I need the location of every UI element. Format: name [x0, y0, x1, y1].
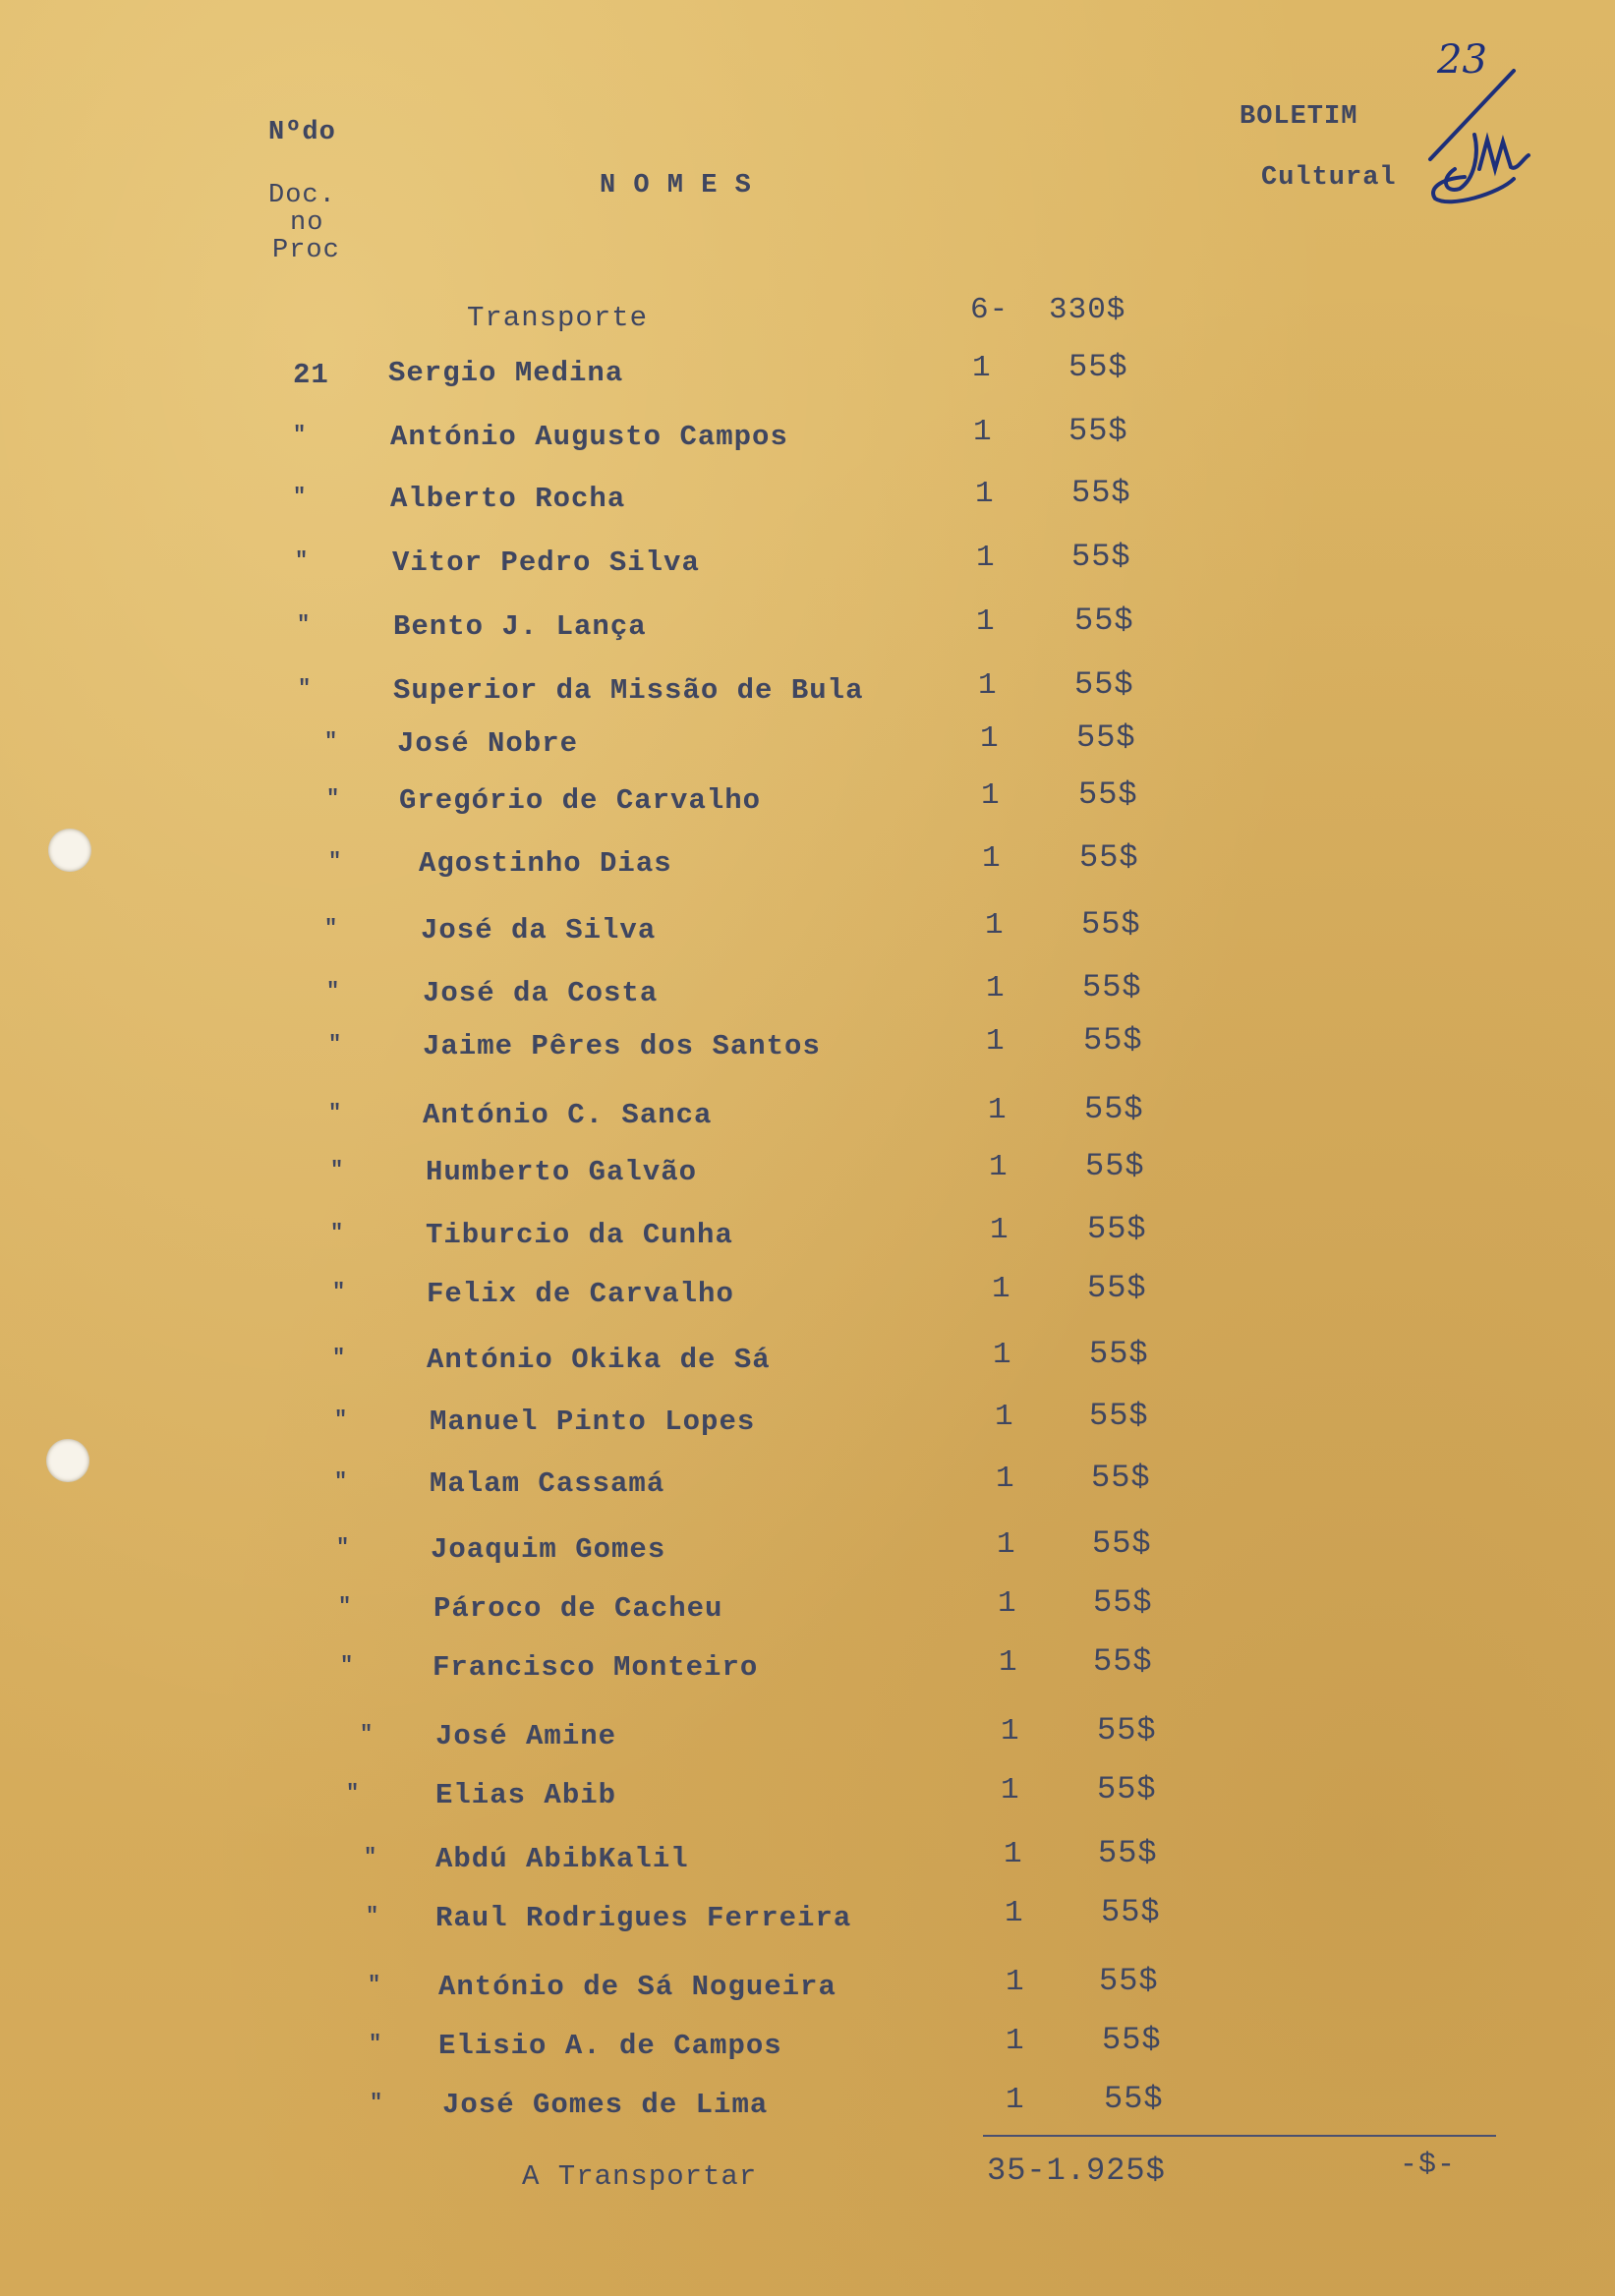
row-quantity: 1 [982, 841, 1002, 876]
row-amount: 55$ [1099, 1963, 1159, 1999]
row-doc-number: " [297, 612, 312, 637]
row-amount: 55$ [1089, 1398, 1149, 1434]
header-cultural: Cultural [1261, 163, 1397, 193]
transport-in-count: 6- [970, 293, 1009, 327]
row-amount: 55$ [1093, 1643, 1153, 1680]
row-quantity: 1 [1005, 1896, 1024, 1930]
row-name: Felix de Carvalho [427, 1278, 734, 1310]
row-quantity: 1 [1006, 2083, 1025, 2117]
row-doc-number: " [295, 548, 310, 573]
row-quantity: 1 [990, 1213, 1009, 1247]
row-amount: 55$ [1078, 776, 1138, 813]
row-quantity: 1 [981, 778, 1001, 813]
row-doc-number: " [370, 2091, 384, 2115]
row-amount: 55$ [1087, 1211, 1147, 1247]
row-amount: 55$ [1104, 2081, 1164, 2117]
transport-out-label: A Transportar [522, 2160, 758, 2193]
row-name: José da Silva [421, 914, 657, 947]
row-name: Elisio A. de Campos [438, 2030, 782, 2062]
row-quantity: 1 [978, 668, 998, 703]
row-doc-number: " [293, 485, 308, 509]
header-no-label-2: no [290, 208, 324, 238]
row-doc-number: " [336, 1535, 351, 1560]
row-name: Pároco de Cacheu [433, 1592, 723, 1625]
row-amount: 55$ [1102, 2022, 1162, 2058]
row-name: Alberto Rocha [390, 483, 626, 515]
row-name: José da Costa [423, 977, 659, 1009]
row-name: Sergio Medina [388, 357, 624, 389]
row-name: Raul Rodrigues Ferreira [435, 1902, 852, 1934]
row-doc-number: " [328, 1032, 343, 1057]
row-quantity: 1 [1006, 2024, 1025, 2058]
row-amount: 55$ [1101, 1894, 1161, 1930]
header-no-label: Nºdo [268, 118, 336, 147]
row-doc-number: " [360, 1722, 375, 1747]
row-doc-number: " [346, 1781, 361, 1806]
row-doc-number: " [326, 786, 341, 811]
row-quantity: 1 [988, 1093, 1008, 1127]
row-amount: 55$ [1068, 349, 1128, 385]
row-name: José Amine [435, 1720, 617, 1752]
row-quantity: 1 [1006, 1965, 1025, 1999]
row-name: António Okika de Sá [427, 1344, 771, 1376]
row-quantity: 1 [998, 1586, 1017, 1621]
row-name: Humberto Galvão [426, 1156, 698, 1188]
row-quantity: 1 [985, 908, 1005, 943]
row-quantity: 1 [986, 971, 1006, 1005]
handwritten-page-number: 23 [1437, 37, 1487, 83]
row-doc-number: " [330, 1221, 345, 1245]
row-quantity: 1 [1004, 1837, 1023, 1871]
row-amount: 55$ [1076, 719, 1136, 756]
header-proc-label: Proc [272, 236, 340, 265]
row-doc-number: " [324, 729, 339, 754]
row-name: Joaquim Gomes [431, 1533, 666, 1566]
row-quantity: 1 [996, 1462, 1015, 1496]
row-name: Bento J. Lança [393, 610, 647, 643]
row-amount: 55$ [1098, 1835, 1158, 1871]
handwritten-initials-mark [1420, 61, 1538, 208]
row-quantity: 1 [976, 541, 996, 575]
row-name: Vitor Pedro Silva [392, 546, 700, 579]
row-amount: 55$ [1068, 413, 1128, 449]
row-amount: 55$ [1084, 1091, 1144, 1127]
row-amount: 55$ [1074, 666, 1134, 703]
row-quantity: 1 [992, 1272, 1011, 1306]
transport-in-amount: 330$ [1049, 293, 1126, 327]
row-name: José Gomes de Lima [442, 2089, 769, 2121]
page-marker: -$- [1400, 2149, 1457, 2182]
row-doc-number: " [368, 1973, 382, 1997]
row-name: António Augusto Campos [390, 421, 788, 453]
row-amount: 55$ [1071, 539, 1131, 575]
row-doc-number: " [298, 676, 313, 701]
row-amount: 55$ [1087, 1270, 1147, 1306]
row-amount: 55$ [1081, 906, 1141, 943]
row-amount: 55$ [1085, 1148, 1145, 1184]
row-doc-number: " [330, 1158, 345, 1182]
row-quantity: 1 [989, 1150, 1009, 1184]
row-doc-number: " [340, 1653, 355, 1678]
row-quantity: 1 [993, 1338, 1012, 1372]
row-name: Malam Cassamá [430, 1467, 665, 1500]
row-quantity: 1 [999, 1645, 1018, 1680]
row-amount: 55$ [1082, 969, 1142, 1005]
row-amount: 55$ [1092, 1525, 1152, 1562]
row-name: Tiburcio da Cunha [426, 1219, 733, 1251]
row-doc-number: " [369, 2032, 383, 2056]
row-doc-number: " [364, 1845, 378, 1869]
row-name: José Nobre [397, 727, 579, 760]
row-amount: 55$ [1083, 1022, 1143, 1059]
row-doc-number: " [334, 1469, 349, 1494]
row-doc-number: " [326, 979, 341, 1004]
punch-hole-bottom [46, 1439, 89, 1482]
row-amount: 55$ [1074, 603, 1134, 639]
row-name: António C. Sanca [423, 1099, 713, 1131]
row-doc-number: " [332, 1280, 347, 1304]
transport-in-label: Transporte [467, 302, 649, 334]
row-quantity: 1 [997, 1527, 1016, 1562]
transport-out-total: 35-1.925$ [987, 2152, 1166, 2189]
row-doc-number: " [328, 849, 343, 874]
header-boletim: BOLETIM [1240, 102, 1358, 132]
row-name: Superior da Missão de Bula [393, 674, 864, 707]
row-quantity: 1 [973, 415, 993, 449]
row-quantity: 1 [976, 604, 996, 639]
row-doc-number: " [324, 916, 339, 941]
row-name: António de Sá Nogueira [438, 1971, 836, 2003]
row-quantity: 1 [995, 1400, 1014, 1434]
row-doc-number: 21 [293, 359, 329, 391]
row-name: Agostinho Dias [419, 847, 672, 880]
row-quantity: 1 [1001, 1714, 1020, 1749]
row-doc-number: " [328, 1101, 343, 1125]
row-quantity: 1 [986, 1024, 1006, 1059]
names-column-title: N O M E S [600, 171, 752, 201]
row-amount: 55$ [1091, 1460, 1151, 1496]
row-name: Manuel Pinto Lopes [430, 1406, 756, 1438]
row-amount: 55$ [1093, 1584, 1153, 1621]
row-doc-number: " [293, 423, 308, 447]
row-amount: 55$ [1097, 1712, 1157, 1749]
row-name: Gregório de Carvalho [399, 784, 762, 817]
row-doc-number: " [338, 1594, 353, 1619]
row-quantity: 1 [975, 477, 995, 511]
row-name: Abdú AbibKalil [435, 1843, 689, 1875]
row-amount: 55$ [1079, 839, 1139, 876]
row-quantity: 1 [980, 721, 1000, 756]
total-underline [983, 2135, 1496, 2137]
row-quantity: 1 [972, 351, 992, 385]
row-name: Jaime Pêres dos Santos [423, 1030, 821, 1062]
row-name: Elias Abib [435, 1779, 617, 1811]
row-doc-number: " [366, 1904, 380, 1928]
row-quantity: 1 [1001, 1773, 1020, 1808]
row-doc-number: " [332, 1346, 347, 1370]
row-doc-number: " [334, 1407, 349, 1432]
punch-hole-top [48, 829, 91, 872]
row-name: Francisco Monteiro [433, 1651, 759, 1684]
header-doc-label: Doc. [268, 181, 336, 210]
row-amount: 55$ [1097, 1771, 1157, 1808]
row-amount: 55$ [1089, 1336, 1149, 1372]
row-amount: 55$ [1071, 475, 1131, 511]
